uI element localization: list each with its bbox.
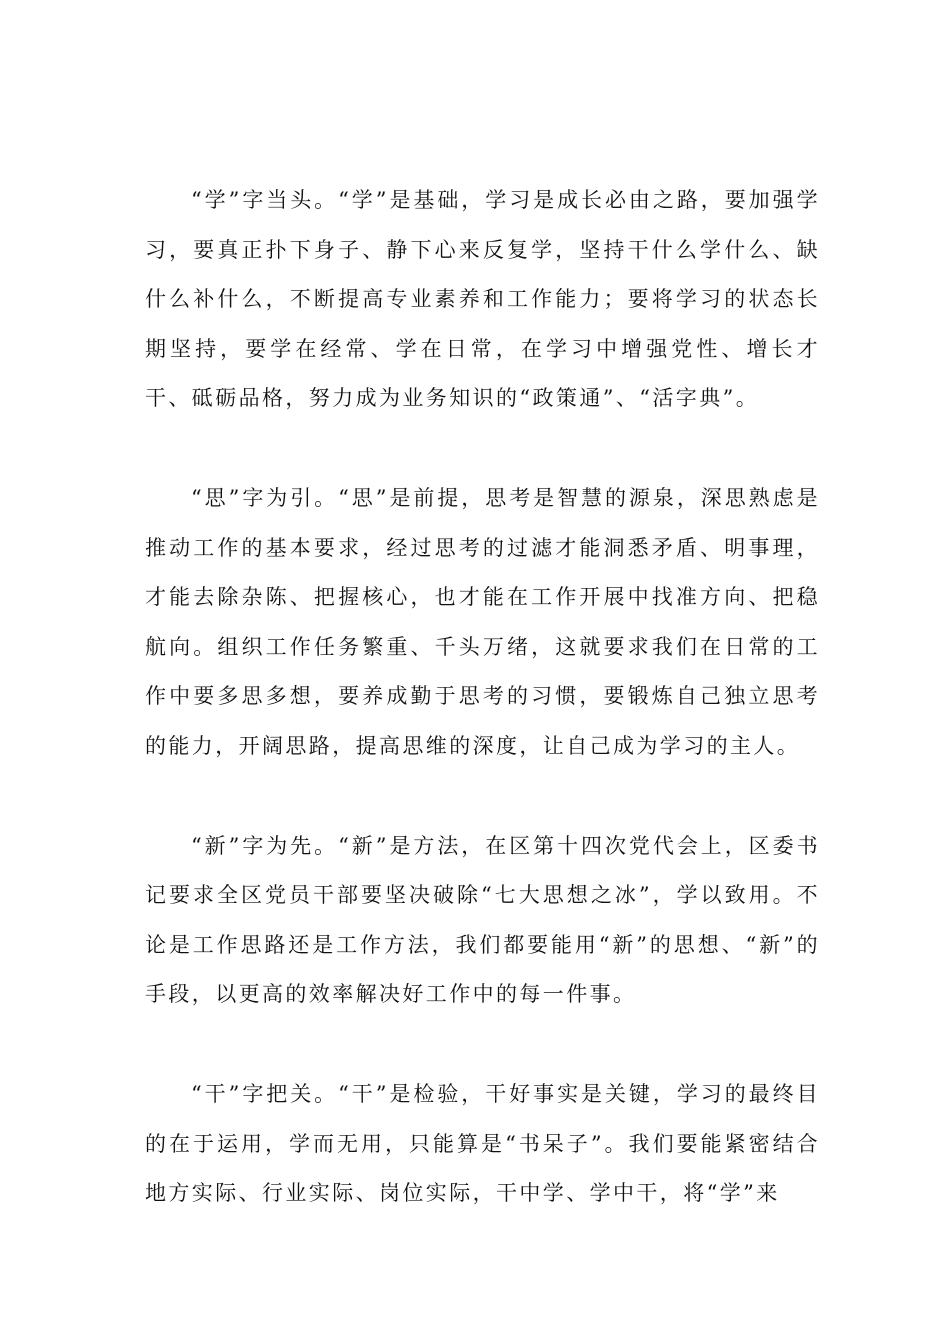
- paragraph-innovate: “新”字为先。“新”是方法，在区第十四次党代会上，区委书记要求全区党员干部要坚决破除“七大思想之冰”，学以致用。不论是工作思路还是工作方法，我们都要能用“新”的思想、“新”的手段，以更高的效率解决好工作中的每一件事。: [145, 833, 820, 1007]
- paragraph-study: “学”字当头。“学”是基础，学习是成长必由之路，要加强学习，要真正扑下身子、静下心来反复学，坚持干什么学什么、缺什么补什么，不断提高专业素养和工作能力；要将学习的状态长期坚持，要学在经常、学在日常，在学习中增强党性、增长才干、砥砺品格，努力成为业务知识的“政策通”、“活字典”。: [145, 188, 820, 411]
- paragraph-act: “干”字把关。“干”是检验，干好事实是关键，学习的最终目的在于运用，学而无用，只能算是“书呆子”。我们要能紧密结合地方实际、行业实际、岗位实际，干中学、学中干，将“学”来: [145, 1081, 820, 1206]
- document-body: [145, 176, 820, 1219]
- paragraph-think: “思”字为引。“思”是前提，思考是智慧的源泉，深思熟虑是推动工作的基本要求，经过思考的过滤才能洞悉矛盾、明事理，才能去除杂陈、把握核心，也才能在工作开展中找准方向、把稳航向。组织工作任务繁重、千头万绪，这就要求我们在日常的工作中要多思多想，要养成勤于思考的习惯，要锻炼自己独立思考的能力，开阔思路，提高思维的深度，让自己成为学习的主人。: [145, 485, 820, 758]
